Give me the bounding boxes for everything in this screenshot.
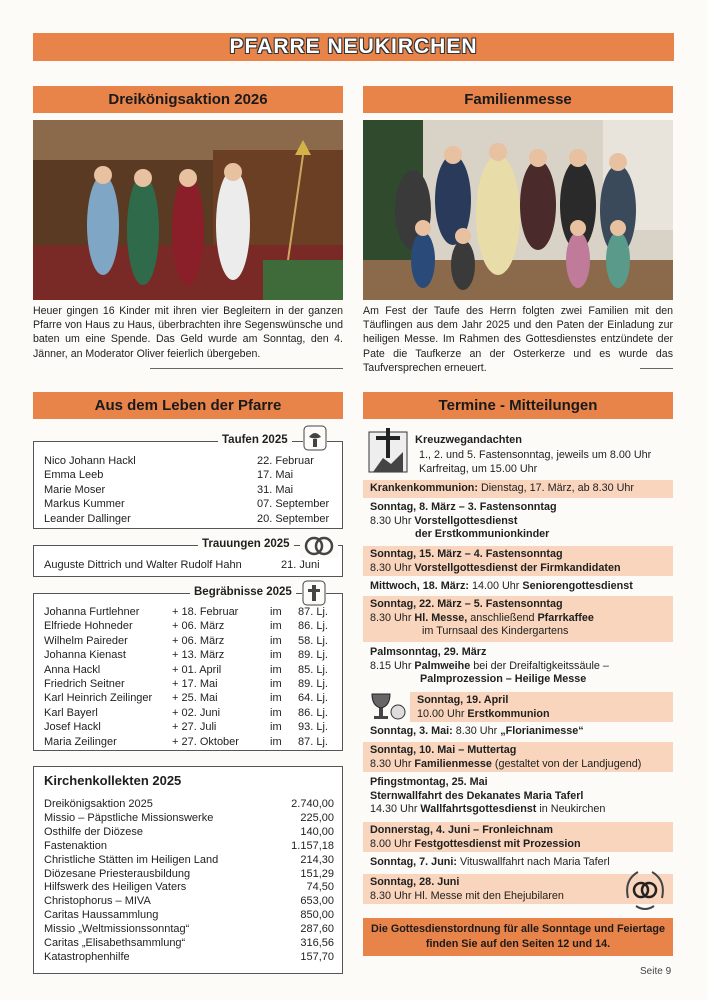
begraebnis-name: Karl Bayerl <box>44 706 98 719</box>
begraebnis-age: 89. Lj. <box>298 678 328 690</box>
event-4-fastensonntag: Sonntag, 15. März – 4. Fastensonntag 8.30 Uhr Vorstellgottesdienst der Firmkandidaten <box>363 546 673 576</box>
begraebnis-im: im <box>270 634 282 647</box>
begraebnis-date: + 27. Oktober <box>172 735 239 748</box>
dreikoenig-caption: Heuer gingen 16 Kinder mit ihren vier Begleitern in der ganzen Pfarre von Haus zu Haus, überbrachten ihre Segenswünsche und baten um eine Spende. Das Geld wurde am Sonntag, den 4. Jänner, an Moderator Oliver feierlich übergeben. <box>33 305 343 360</box>
taufen-title: Taufen 2025 <box>218 434 292 446</box>
begraebnis-date: + 27. Juli <box>172 721 217 734</box>
kollekte-amount: 157,70 <box>300 950 334 963</box>
chalice-icon <box>366 690 408 724</box>
dreikoenig-photo-illustration <box>33 120 343 300</box>
kollekte-name: Fastenaktion <box>44 839 107 852</box>
divider <box>150 368 343 369</box>
event-erstkommunion: Sonntag, 19. April 10.00 Uhr Erstkommunion <box>410 692 673 722</box>
kollekte-name: Missio „Weltmissionssonntag“ <box>44 923 190 936</box>
begraebnis-date: + 01. April <box>172 663 222 676</box>
event-fronleichnam: Donnerstag, 4. Juni – Fronleichnam 8.00 Uhr Festgottesdienst mit Prozession <box>363 822 673 852</box>
begraebnis-im: im <box>270 706 282 719</box>
begraebnis-date: + 18. Februar <box>172 606 239 618</box>
event-krankenkommunion: Krankenkommunion: Dienstag, 17. März, ab 8.30 Uhr <box>363 480 673 498</box>
taufe-name: Marie Moser <box>44 483 106 496</box>
kollekte-name: Katastrophenhilfe <box>44 950 130 963</box>
kollekte-amount: 1.157,18 <box>291 839 334 852</box>
begraebnis-date: + 06. März <box>172 620 225 633</box>
event-ehejubilare: Sonntag, 28. Juni 8.30 Uhr Hl. Messe mit den Ehejubilaren <box>363 874 673 904</box>
begraebnis-name: Johanna Furtlehner <box>44 606 140 618</box>
begraebnis-date: + 25. Mai <box>172 692 218 705</box>
begraebnis-age: 93. Lj. <box>298 721 328 734</box>
kollekte-amount: 214,30 <box>300 853 334 866</box>
event-3-fastensonntag: Sonntag, 8. März – 3. Fastensonntag 8.30 Uhr Vorstellgottesdienst der Erstkommunionkinder <box>370 501 557 540</box>
taufe-name: Leander Dallinger <box>44 512 131 525</box>
kollekte-amount: 287,60 <box>300 923 334 936</box>
taufe-date: 17. Mai <box>257 469 294 482</box>
begraebnis-im: im <box>270 663 282 676</box>
begraebnis-age: 86. Lj. <box>298 706 328 719</box>
divider <box>640 368 673 369</box>
kollekte-name: Christliche Stätten im Heiligen Land <box>44 853 219 866</box>
begraebnis-age: 87. Lj. <box>298 606 328 618</box>
begraebnis-name: Wilhelm Paireder <box>44 634 128 647</box>
begraebnis-im: im <box>270 678 282 690</box>
begraebnis-im: im <box>270 735 282 748</box>
begraebnis-age: 64. Lj. <box>298 692 328 705</box>
page-banner: PFARRE NEUKIRCHEN <box>33 33 674 61</box>
begraebnis-date: + 13. März <box>172 649 225 662</box>
trauung-names: Auguste Dittrich und Walter Rudolf Hahn <box>44 559 242 571</box>
begraebnis-im: im <box>270 620 282 633</box>
trauung-date: 21. Juni <box>281 559 320 571</box>
begraebnis-name: Anna Hackl <box>44 663 101 676</box>
begraebnis-date: + 02. Juni <box>172 706 221 719</box>
kreuzweg-line2: Karfreitag, um 15.00 Uhr <box>419 463 538 475</box>
event-florianimesse: Sonntag, 3. Mai: 8.30 Uhr „Florianimesse“ <box>370 725 584 737</box>
kreuzweg-line1: 1., 2. und 5. Fastensonntag, jeweils um 8.00 Uhr <box>419 449 652 461</box>
kollekte-name: Christophorus – MIVA <box>44 895 151 908</box>
begraebnisse-title: Begräbnisse 2025 <box>190 586 296 598</box>
event-palmsonntag: Palmsonntag, 29. März 8.15 Uhr Palmweihe bei der Dreifaltigkeitssäule – Palmprozession – Heilige Messe <box>370 646 609 685</box>
begraebnis-age: 86. Lj. <box>298 620 328 633</box>
begraebnis-im: im <box>270 692 282 705</box>
kreuzweg-title: Kreuzwegandachten <box>415 434 522 446</box>
trauungen-title: Trauungen 2025 <box>198 538 294 550</box>
begraebnis-age: 58. Lj. <box>298 634 328 647</box>
page-number: Seite 9 <box>640 966 672 977</box>
kollekte-amount: 2.740,00 <box>291 798 334 810</box>
begraebnis-im: im <box>270 649 282 662</box>
kollekte-name: Caritas Haussammlung <box>44 909 159 922</box>
taufe-date: 20. September <box>257 512 330 525</box>
begraebnis-name: Friedrich Seitner <box>44 678 125 690</box>
section-header-dreikoenig: Dreikönigsaktion 2026 <box>33 86 343 113</box>
dreikoenig-photo <box>33 120 343 300</box>
begraebnis-date: + 06. März <box>172 634 225 647</box>
kollekte-amount: 140,00 <box>300 825 334 838</box>
kollekte-name: Osthilfe der Diözese <box>44 825 144 838</box>
begraebnis-date: + 17. Mai <box>172 678 218 690</box>
taufe-name: Emma Leeb <box>44 469 104 482</box>
kreuzweg-icon <box>368 428 408 474</box>
familienmesse-photo-illustration <box>363 120 673 300</box>
event-pfingstmontag: Pfingstmontag, 25. Mai Sternwallfahrt des Dekanates Maria Taferl 14.30 Uhr Wallfahrtsgottesdienst in Neukirchen <box>370 776 606 815</box>
kollekte-amount: 151,29 <box>300 867 334 880</box>
kollekte-name: Caritas „Elisabethsammlung“ <box>44 937 186 949</box>
section-header-familienmesse: Familienmesse <box>363 86 673 113</box>
taufe-date: 22. Februar <box>257 455 314 467</box>
begraebnis-im: im <box>270 606 282 618</box>
kollekte-name: Diözesane Priesterausbildung <box>44 867 191 880</box>
begraebnis-name: Johanna Kienast <box>44 649 126 662</box>
begraebnis-name: Karl Heinrich Zeilinger <box>44 692 153 705</box>
kollekte-name: Hilfswerk des Heiligen Vaters <box>44 881 187 894</box>
kollekte-name: Missio – Päpstliche Missionswerke <box>44 811 214 824</box>
event-vituswallfahrt: Sonntag, 7. Juni: Vituswallfahrt nach Maria Taferl <box>370 856 610 868</box>
kollekte-amount: 850,00 <box>300 909 334 922</box>
section-header-leben: Aus dem Leben der Pfarre <box>33 392 343 419</box>
kollekte-amount: 74,50 <box>306 881 334 894</box>
gottesdienstordnung-notice: Die Gottesdienstordnung für alle Sonntage und Feiertage finden Sie auf den Seiten 12 und 14. <box>363 918 673 956</box>
kollekte-amount: 225,00 <box>300 811 334 824</box>
begraebnis-name: Maria Zeilinger <box>44 735 117 748</box>
begraebnis-age: 85. Lj. <box>298 663 328 676</box>
cross-icon <box>302 580 326 606</box>
event-5-fastensonntag: Sonntag, 22. März – 5. Fastensonntag 8.30 Uhr Hl. Messe, anschließend Pfarrkaffee im Turnsaal des Kindergartens <box>363 596 673 642</box>
kollekte-amount: 316,56 <box>300 937 334 949</box>
kollekten-title: Kirchenkollekten 2025 <box>44 773 182 788</box>
taufe-date: 07. September <box>257 498 330 511</box>
taufe-date: 31. Mai <box>257 483 294 496</box>
begraebnis-age: 87. Lj. <box>298 735 328 748</box>
begraebnis-age: 89. Lj. <box>298 649 328 662</box>
dove-icon <box>303 425 327 451</box>
event-muttertag: Sonntag, 10. Mai – Muttertag 8.30 Uhr Familienmesse (gestaltet von der Landjugend) <box>363 742 673 772</box>
rings-icon <box>300 532 338 558</box>
begraebnis-name: Josef Hackl <box>44 721 101 734</box>
familienmesse-photo <box>363 120 673 300</box>
event-seniorengottesdienst: Mittwoch, 18. März: 14.00 Uhr Seniorengottesdienst <box>370 580 633 592</box>
kollekte-amount: 653,00 <box>300 895 334 908</box>
begraebnis-im: im <box>270 721 282 734</box>
wedding-rings-wreath-icon <box>622 868 668 912</box>
section-header-termine: Termine - Mitteilungen <box>363 392 673 419</box>
kollekte-name: Dreikönigsaktion 2025 <box>44 798 153 810</box>
taufe-name: Nico Johann Hackl <box>44 455 136 467</box>
taufe-name: Markus Kummer <box>44 498 125 511</box>
familienmesse-caption: Am Fest der Taufe des Herrn folgten zwei Familien mit den Täuflingen aus dem Jahr 2025 und den Paten der Einladung zur heiligen Messe. Im Rahmen des Gottesdienstes entzündete der Pate die Taufkerze an der Osterkerze und es wurde das Taufversprechen erneuert. <box>363 305 673 374</box>
begraebnis-name: Elfriede Hohneder <box>44 620 133 633</box>
